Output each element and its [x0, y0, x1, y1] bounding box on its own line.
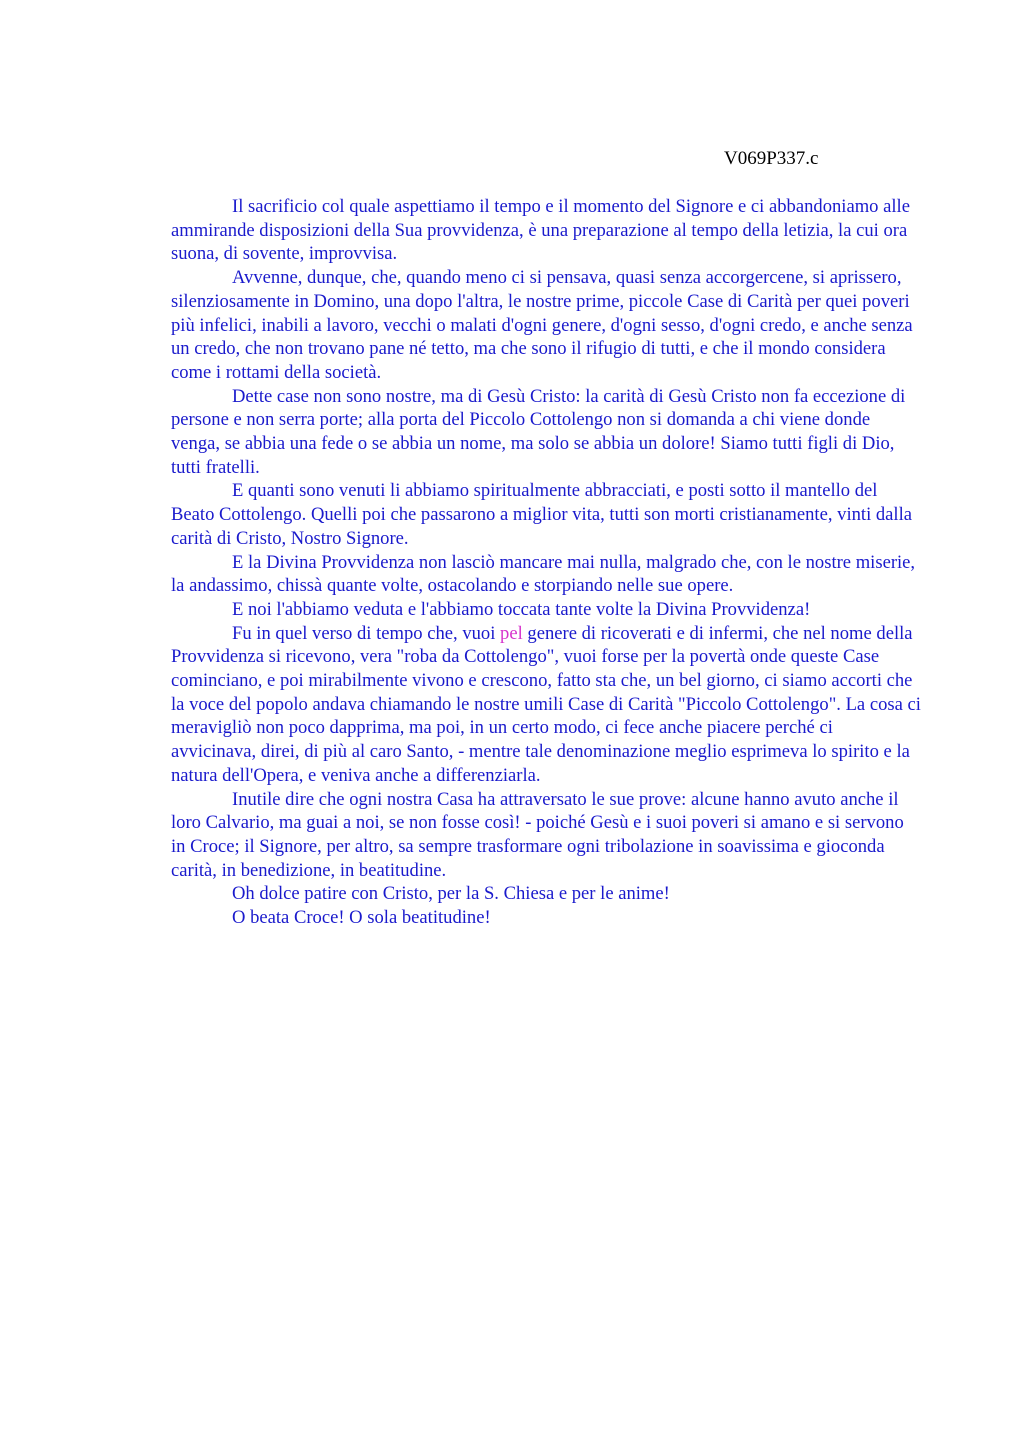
paragraph-8: Inutile dire che ogni nostra Casa ha attraversato le sue prove: alcune hanno avuto anche il loro Calvario, ma guai a noi, se non fosse così! - poiché Gesù e i suoi poveri si amano e si servono in Croce; il Signore, per altro, sa sempre trasformare ogni tribolazione in soavissima e gioconda carità, in benedizione, in beatitudine. — [171, 788, 904, 881]
paragraph-3: Dette case non sono nostre, ma di Gesù Cristo: la carità di Gesù Cristo non fa eccezione di persone e non serra porte; alla porta del Piccolo Cottolengo non si domanda a chi viene donde venga, se abbia una fede o se abbia un nome, ma solo se abbia un dolore! Siamo tutti figli di Dio, tutti fratelli. — [171, 385, 906, 478]
paragraph-2: Avvenne, dunque, che, quando meno ci si pensava, quasi senza accorgercene, si aprissero, silenziosamente in Domino, una dopo l'altra, le nostre prime, piccole Case di Carità per quei poveri più infelici, inabili a lavoro, vecchi o malati d'ogni genere, d'ogni sesso, d'ogni credo, e anche senza un credo, che non trovano pane né tetto, ma che sono il rifugio di tutti, e che il mondo considera come i rottami della società. — [171, 267, 913, 383]
paragraph-6: E noi l'abbiamo veduta e l'abbiamo toccata tante volte la Divina Provvidenza! — [232, 598, 811, 620]
highlighted-word: pel — [500, 622, 523, 644]
paragraph-4: E quanti sono venuti li abbiamo spiritualmente abbracciati, e posti sotto il mantello del Beato Cottolengo. Quelli poi che passarono a miglior vita, tutti son morti cristianamente, vinti dalla carità di Cristo, Nostro Signore. — [171, 480, 913, 549]
paragraph-9: Oh dolce patire con Cristo, per la S. Chiesa e per le anime! — [232, 883, 670, 905]
paragraph-7-start: Fu in quel verso di tempo che, vuoi — [232, 622, 501, 644]
document-id: V069P337.c — [724, 148, 819, 169]
paragraph-5: E la Divina Provvidenza non lasciò mancare mai nulla, malgrado che, con le nostre miserie, la andassimo, chissà quante volte, ostacolando e storpiando nelle sue opere. — [171, 551, 916, 597]
paragraph-1: Il sacrificio col quale aspettiamo il tempo e il momento del Signore e ci abbandoniamo alle ammirande disposizioni della Sua provvidenza, è una preparazione al tempo della letizia, la cui ora suona, di sovente, improvvisa. — [171, 196, 910, 265]
paragraph-7 — [171, 622, 921, 788]
paragraph-10: O beata Croce! O sola beatitudine! — [232, 907, 491, 929]
paragraph-7-end: genere di ricoverati e di infermi, che nel nome della Provvidenza si ricevono, vera "roba da Cottolengo", vuoi forse per la povertà onde queste Case cominciano, e poi mirabilmente vivono e crescono, fatto sta che, un bel giorno, ci siamo accorti che la voce del popolo andava chiamando le nostre umili Case di Carità "Piccolo Cottolengo". La cosa ci meravigliò non poco dapprima, ma poi, in un certo modo, ci fece anche piacere perché ci avvicinava, direi, di più al caro Santo, - mentre tale denominazione meglio esprimeva lo spirito e la natura dell'Opera, e veniva anche a differenziarla. — [171, 622, 921, 786]
document-body — [171, 195, 921, 930]
